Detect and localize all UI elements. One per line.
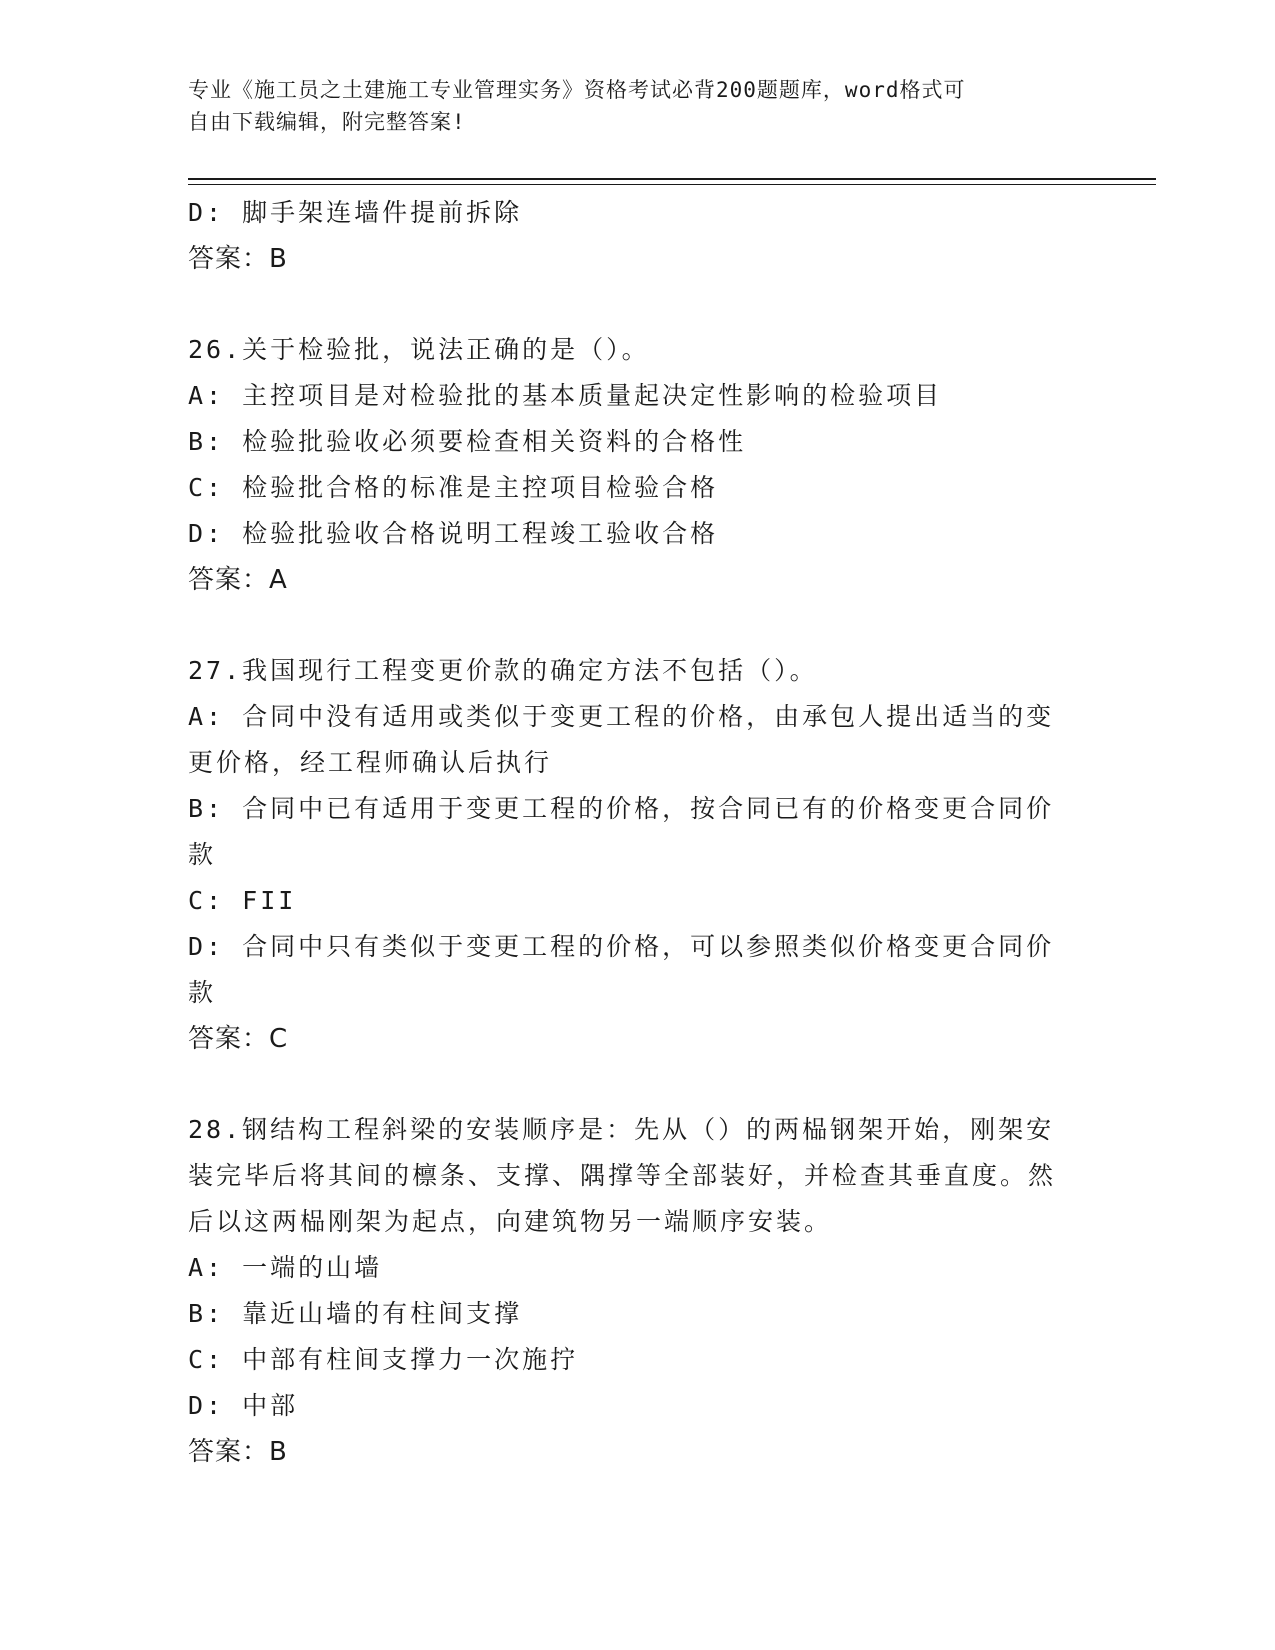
question-27 [188, 648, 1078, 1062]
answer-line: 答案：C [188, 1024, 289, 1054]
option-c: C: 检验批合格的标准是主控项目检验合格 [188, 473, 719, 502]
header-divider-thick [188, 178, 1156, 180]
page-header [188, 74, 1068, 138]
answer-line: 答案：B [188, 1437, 288, 1467]
question-28 [188, 1107, 1078, 1475]
option-c: C: FII [188, 886, 297, 915]
option-d: D: 检验批验收合格说明工程竣工验收合格 [188, 519, 719, 548]
question-26 [188, 327, 1078, 603]
question-stem: 27.我国现行工程变更价款的确定方法不包括（）。 [188, 656, 818, 685]
option-a: A: 主控项目是对检验批的基本质量起决定性影响的检验项目 [188, 381, 943, 410]
option-d: D: 脚手架连墙件提前拆除 [188, 198, 523, 227]
header-divider-thin [188, 184, 1156, 185]
option-c: C: 中部有柱间支撑力一次施拧 [188, 1345, 579, 1374]
option-d: D: 中部 [188, 1391, 299, 1420]
document-body [188, 190, 1078, 1475]
header-line-2: 自由下载编辑，附完整答案! [188, 110, 466, 134]
option-b: B: 合同中已有适用于变更工程的价格，按合同已有的价格变更合同价款 [188, 794, 1055, 869]
option-b: B: 靠近山墙的有柱间支撑 [188, 1299, 523, 1328]
answer-line: 答案：A [188, 565, 288, 595]
question-stem: 28.钢结构工程斜梁的安装顺序是：先从（）的两榀钢架开始，刚架安装完毕后将其间的檩条、支撑、隅撑等全部装好，并检查其垂直度。然后以这两榀刚架为起点，向建筑物另一端顺序安装。 [188, 1115, 1057, 1236]
answer-line: 答案：B [188, 244, 288, 274]
question-stem: 26.关于检验批，说法正确的是（）。 [188, 335, 650, 364]
question-25-continuation [188, 190, 1078, 282]
header-line-1: 专业《施工员之土建施工专业管理实务》资格考试必背200题题库，word格式可 [188, 78, 966, 102]
option-a: A: 合同中没有适用或类似于变更工程的价格，由承包人提出适当的变更价格，经工程师确认后执行 [188, 702, 1055, 777]
option-b: B: 检验批验收必须要检查相关资料的合格性 [188, 427, 747, 456]
option-d: D: 合同中只有类似于变更工程的价格，可以参照类似价格变更合同价款 [188, 932, 1055, 1007]
option-a: A: 一端的山墙 [188, 1253, 383, 1282]
